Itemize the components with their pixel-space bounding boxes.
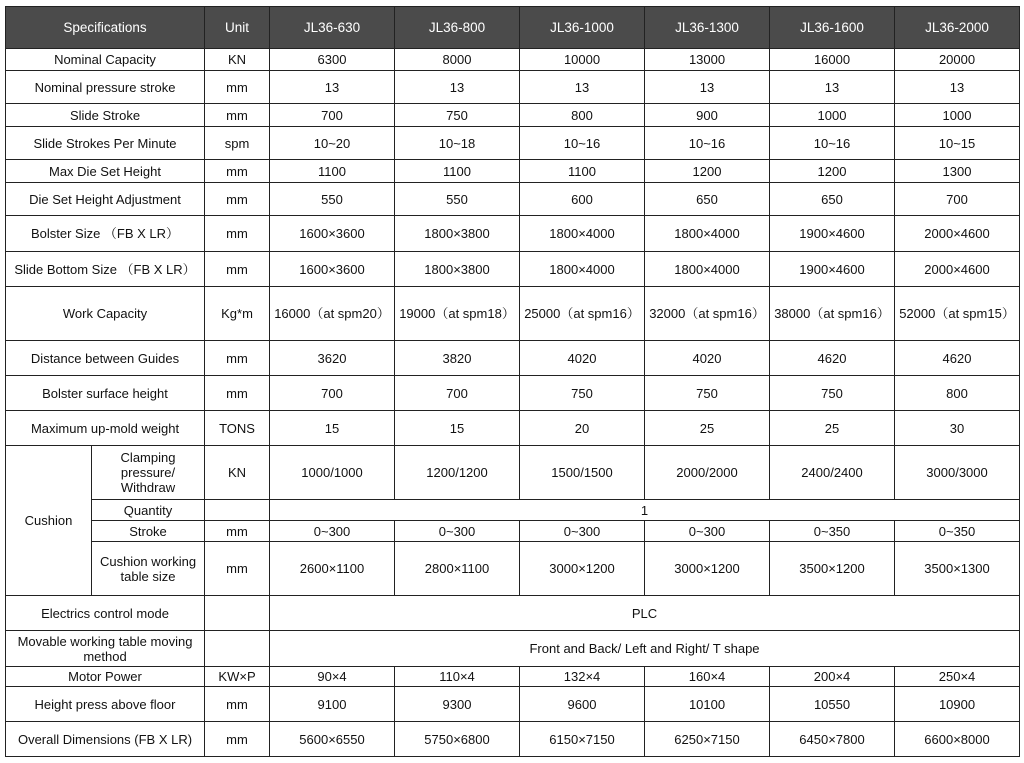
table-row — [6, 411, 1020, 446]
table-row — [6, 216, 1020, 252]
header-model: JL36-1300 — [645, 7, 770, 49]
table-cell: 1100 — [520, 160, 645, 183]
table-cell: 25000（at spm16） — [520, 287, 645, 341]
table-cell: 30 — [895, 411, 1020, 446]
row-unit — [205, 631, 270, 667]
row-unit: spm — [205, 127, 270, 160]
table-cell: 1200 — [645, 160, 770, 183]
row-unit: Kg*m — [205, 287, 270, 341]
table-cell: 800 — [520, 104, 645, 127]
row-label: Movable working table moving method — [6, 631, 205, 667]
row-label: Overall Dimensions (FB X LR) — [6, 722, 205, 757]
table-cell: 6150×7150 — [520, 722, 645, 757]
table-cell: 13 — [520, 71, 645, 104]
table-row — [6, 631, 1020, 667]
table-row — [6, 500, 1020, 521]
table-cell: 13000 — [645, 49, 770, 71]
row-unit: mm — [205, 376, 270, 411]
row-label: Slide Stroke — [6, 104, 205, 127]
row-unit: mm — [205, 183, 270, 216]
table-cell: 9600 — [520, 687, 645, 722]
table-cell: 16000（at spm20） — [270, 287, 395, 341]
table-cell: 10100 — [645, 687, 770, 722]
table-row — [6, 287, 1020, 341]
table-cell: 15 — [270, 411, 395, 446]
table-cell: 25 — [770, 411, 895, 446]
table-cell: 1800×3800 — [395, 252, 520, 287]
table-cell: 1200/1200 — [395, 446, 520, 500]
table-cell: 1300 — [895, 160, 1020, 183]
row-label: Distance between Guides — [6, 341, 205, 376]
table-cell: 10550 — [770, 687, 895, 722]
table-row — [6, 49, 1020, 71]
row-label: Max Die Set Height — [6, 160, 205, 183]
row-label: Nominal Capacity — [6, 49, 205, 71]
row-label: Slide Bottom Size （FB X LR） — [6, 252, 205, 287]
table-cell: 13 — [395, 71, 520, 104]
row-unit: mm — [205, 722, 270, 757]
table-cell: 3500×1300 — [895, 542, 1020, 596]
header-model: JL36-630 — [270, 7, 395, 49]
table-cell: 550 — [395, 183, 520, 216]
table-cell: 0~350 — [895, 521, 1020, 542]
row-label: Clamping pressure/ Withdraw — [92, 446, 205, 500]
header-row — [6, 7, 1020, 49]
table-row — [6, 71, 1020, 104]
table-cell: 2600×1100 — [270, 542, 395, 596]
row-unit: TONS — [205, 411, 270, 446]
table-cell: 1800×3800 — [395, 216, 520, 252]
header-model: JL36-1600 — [770, 7, 895, 49]
table-row — [6, 667, 1020, 687]
table-cell: 10~18 — [395, 127, 520, 160]
table-cell: 10~16 — [520, 127, 645, 160]
table-cell: 1000 — [895, 104, 1020, 127]
table-row — [6, 542, 1020, 596]
table-cell: 6300 — [270, 49, 395, 71]
table-cell: 6450×7800 — [770, 722, 895, 757]
table-cell: 5600×6550 — [270, 722, 395, 757]
table-cell: 3620 — [270, 341, 395, 376]
row-label: Maximum up-mold weight — [6, 411, 205, 446]
row-unit: KN — [205, 446, 270, 500]
table-cell: 1800×4000 — [645, 252, 770, 287]
table-cell: 13 — [270, 71, 395, 104]
table-cell: 13 — [645, 71, 770, 104]
row-label: Quantity — [92, 500, 205, 521]
table-row — [6, 252, 1020, 287]
table-cell: 10~15 — [895, 127, 1020, 160]
table-cell: 10000 — [520, 49, 645, 71]
header-specifications: Specifications — [6, 7, 205, 49]
row-unit: mm — [205, 71, 270, 104]
row-label: Slide Strokes Per Minute — [6, 127, 205, 160]
table-row — [6, 183, 1020, 216]
table-cell: 110×4 — [395, 667, 520, 687]
table-cell: 3500×1200 — [770, 542, 895, 596]
row-unit: mm — [205, 216, 270, 252]
row-unit: mm — [205, 521, 270, 542]
table-row — [6, 160, 1020, 183]
table-cell: 1 — [270, 500, 1020, 521]
table-cell: 2000×4600 — [895, 252, 1020, 287]
table-cell: 132×4 — [520, 667, 645, 687]
specifications-table — [5, 6, 1020, 757]
table-cell: 6250×7150 — [645, 722, 770, 757]
row-unit: mm — [205, 341, 270, 376]
table-cell: 750 — [770, 376, 895, 411]
table-cell: 1000 — [770, 104, 895, 127]
table-cell: 16000 — [770, 49, 895, 71]
row-label: Electrics control mode — [6, 596, 205, 631]
table-cell: 19000（at spm18） — [395, 287, 520, 341]
header-unit: Unit — [205, 7, 270, 49]
table-row — [6, 521, 1020, 542]
table-cell: 1100 — [270, 160, 395, 183]
table-cell: 4020 — [520, 341, 645, 376]
row-label: Nominal pressure stroke — [6, 71, 205, 104]
table-cell: 650 — [645, 183, 770, 216]
table-cell: 160×4 — [645, 667, 770, 687]
table-row — [6, 722, 1020, 757]
row-label: Bolster surface height — [6, 376, 205, 411]
table-cell: 800 — [895, 376, 1020, 411]
row-label: Stroke — [92, 521, 205, 542]
table-cell: 2000/2000 — [645, 446, 770, 500]
table-cell: 1100 — [395, 160, 520, 183]
table-cell: 1900×4600 — [770, 216, 895, 252]
row-label: Cushion working table size — [92, 542, 205, 596]
table-cell: 3000×1200 — [645, 542, 770, 596]
table-cell: 0~300 — [520, 521, 645, 542]
table-cell: 10900 — [895, 687, 1020, 722]
table-row — [6, 104, 1020, 127]
table-cell: 2800×1100 — [395, 542, 520, 596]
table-row — [6, 446, 1020, 500]
table-cell: 900 — [645, 104, 770, 127]
table-cell: 750 — [645, 376, 770, 411]
table-cell: 1900×4600 — [770, 252, 895, 287]
table-cell: 700 — [270, 104, 395, 127]
table-cell: 250×4 — [895, 667, 1020, 687]
table-cell: 550 — [270, 183, 395, 216]
table-row — [6, 127, 1020, 160]
table-cell: 1200 — [770, 160, 895, 183]
row-unit: mm — [205, 252, 270, 287]
table-cell: 32000（at spm16） — [645, 287, 770, 341]
table-cell: 38000（at spm16） — [770, 287, 895, 341]
table-cell: 10~16 — [770, 127, 895, 160]
row-unit: mm — [205, 687, 270, 722]
table-cell: 700 — [270, 376, 395, 411]
table-cell: 2400/2400 — [770, 446, 895, 500]
row-unit: mm — [205, 160, 270, 183]
row-unit — [205, 500, 270, 521]
table-cell: 9300 — [395, 687, 520, 722]
table-cell: 20 — [520, 411, 645, 446]
cushion-group-label: Cushion — [6, 446, 92, 596]
table-cell: 1600×3600 — [270, 216, 395, 252]
row-label: Height press above floor — [6, 687, 205, 722]
row-unit: KN — [205, 49, 270, 71]
table-cell: 1800×4000 — [520, 252, 645, 287]
row-unit: KW×P — [205, 667, 270, 687]
table-cell: 1800×4000 — [520, 216, 645, 252]
row-label: Work Capacity — [6, 287, 205, 341]
table-cell: 700 — [395, 376, 520, 411]
table-cell: 9100 — [270, 687, 395, 722]
row-label: Motor Power — [6, 667, 205, 687]
table-cell: 650 — [770, 183, 895, 216]
table-cell: 4620 — [895, 341, 1020, 376]
table-cell: 4020 — [645, 341, 770, 376]
table-cell: 4620 — [770, 341, 895, 376]
header-model: JL36-800 — [395, 7, 520, 49]
row-unit — [205, 596, 270, 631]
row-label: Bolster Size （FB X LR） — [6, 216, 205, 252]
table-cell: 1500/1500 — [520, 446, 645, 500]
table-cell: Front and Back/ Left and Right/ T shape — [270, 631, 1020, 667]
table-cell: PLC — [270, 596, 1020, 631]
table-row — [6, 376, 1020, 411]
table-cell: 15 — [395, 411, 520, 446]
row-unit: mm — [205, 542, 270, 596]
header-model: JL36-1000 — [520, 7, 645, 49]
table-cell: 25 — [645, 411, 770, 446]
table-cell: 1800×4000 — [645, 216, 770, 252]
table-cell: 0~300 — [645, 521, 770, 542]
table-cell: 0~300 — [395, 521, 520, 542]
table-cell: 1000/1000 — [270, 446, 395, 500]
table-cell: 13 — [895, 71, 1020, 104]
table-cell: 10~20 — [270, 127, 395, 160]
table-cell: 200×4 — [770, 667, 895, 687]
table-cell: 8000 — [395, 49, 520, 71]
table-cell: 2000×4600 — [895, 216, 1020, 252]
table-cell: 90×4 — [270, 667, 395, 687]
table-row — [6, 687, 1020, 722]
table-cell: 1600×3600 — [270, 252, 395, 287]
table-cell: 20000 — [895, 49, 1020, 71]
row-unit: mm — [205, 104, 270, 127]
table-row — [6, 341, 1020, 376]
table-row — [6, 596, 1020, 631]
table-cell: 750 — [395, 104, 520, 127]
table-cell: 600 — [520, 183, 645, 216]
table-cell: 3000×1200 — [520, 542, 645, 596]
table-cell: 750 — [520, 376, 645, 411]
table-cell: 0~350 — [770, 521, 895, 542]
table-cell: 3000/3000 — [895, 446, 1020, 500]
table-cell: 13 — [770, 71, 895, 104]
table-cell: 3820 — [395, 341, 520, 376]
table-cell: 52000（at spm15） — [895, 287, 1020, 341]
header-model: JL36-2000 — [895, 7, 1020, 49]
table-cell: 6600×8000 — [895, 722, 1020, 757]
table-cell: 700 — [895, 183, 1020, 216]
table-cell: 10~16 — [645, 127, 770, 160]
table-cell: 0~300 — [270, 521, 395, 542]
row-label: Die Set Height Adjustment — [6, 183, 205, 216]
table-cell: 5750×6800 — [395, 722, 520, 757]
